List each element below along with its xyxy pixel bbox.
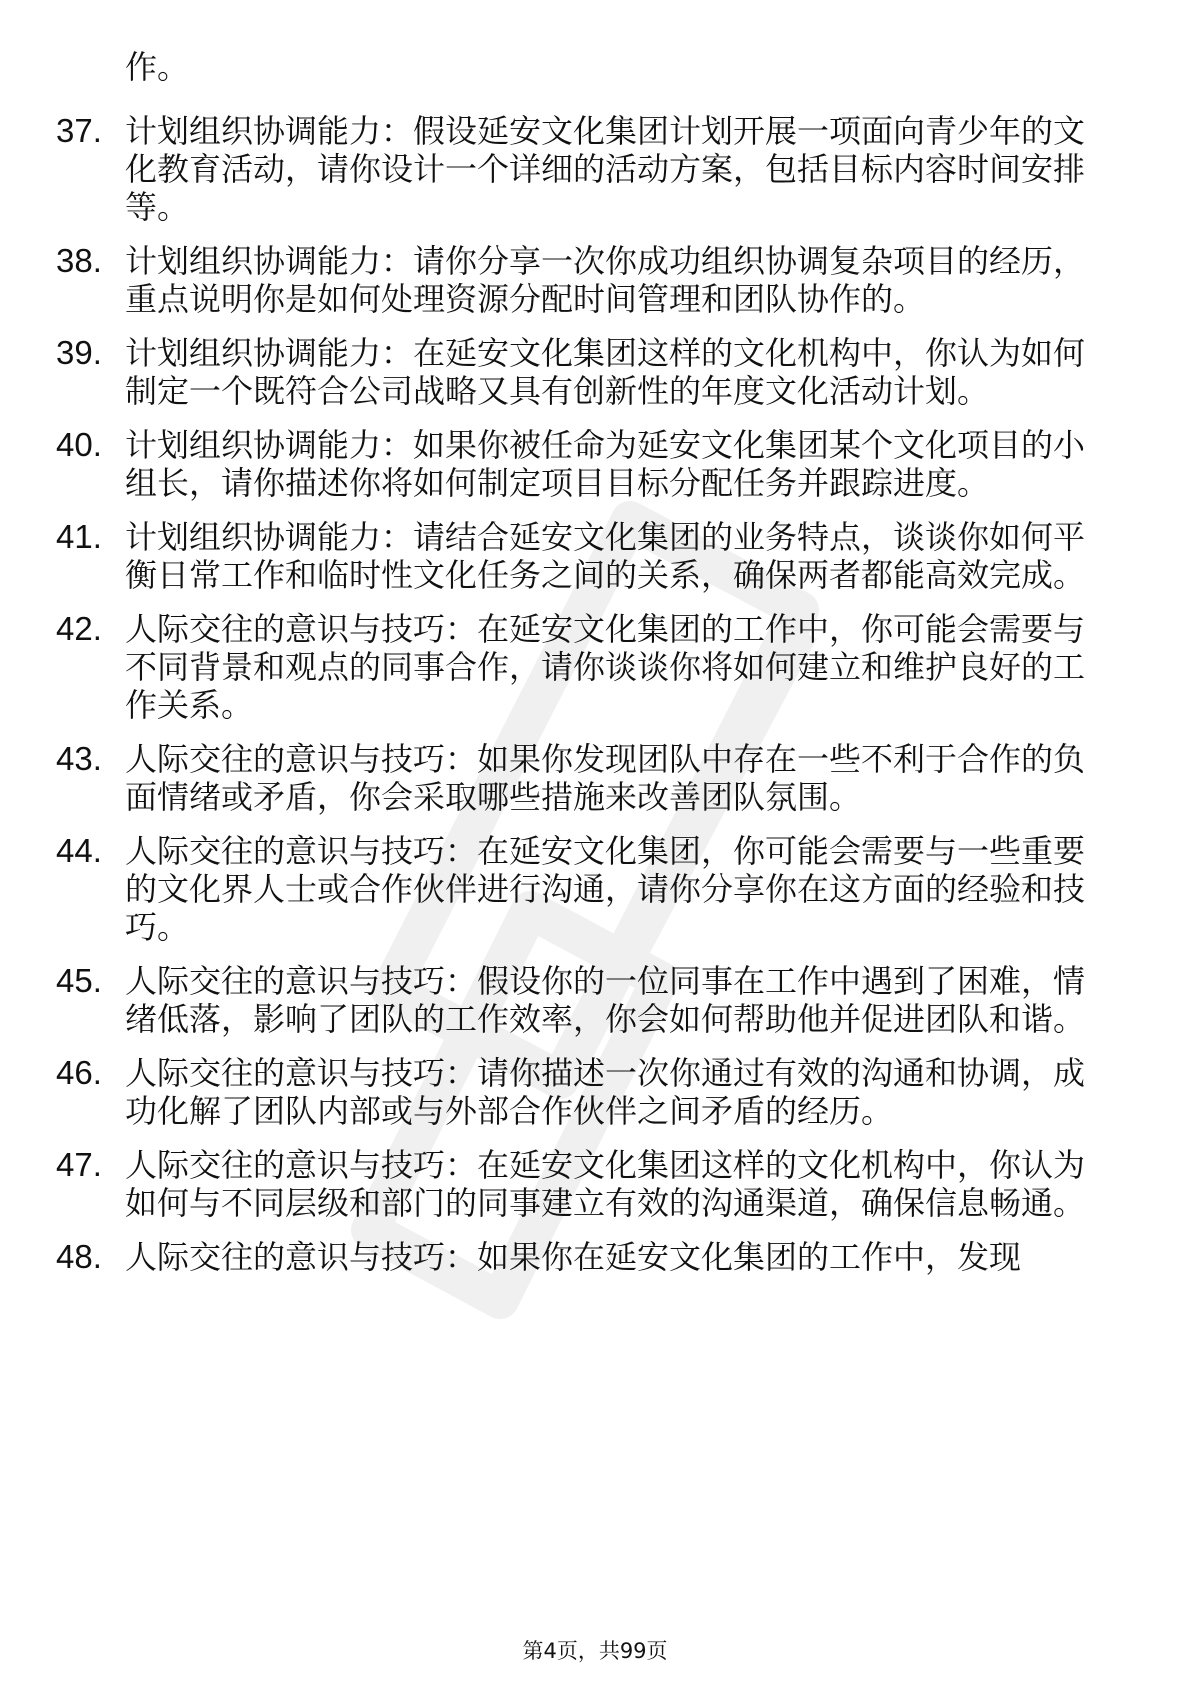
item-text: 人际交往的意识与技巧：如果你发现团队中存在一些不利于合作的负面情绪或矛盾，你会采取哪些措施来改善团队氛围。 (125, 740, 1086, 816)
item-number: 48. (56, 1238, 102, 1275)
item-number: 41. (56, 518, 102, 555)
list-item (0, 610, 1190, 724)
list-item (0, 518, 1190, 594)
list-item (0, 334, 1190, 410)
item-number: 38. (56, 242, 102, 279)
item-number: 44. (56, 832, 102, 869)
item-text: 人际交往的意识与技巧：在延安文化集团，你可能会需要与一些重要的文化界人士或合作伙伴进行沟通，请你分享你在这方面的经验和技巧。 (125, 832, 1086, 946)
item-number: 45. (56, 962, 102, 999)
item-number: 39. (56, 334, 102, 371)
list-item (0, 962, 1190, 1038)
item-text: 人际交往的意识与技巧：假设你的一位同事在工作中遇到了困难，情绪低落，影响了团队的工作效率，你会如何帮助他并促进团队和谐。 (125, 962, 1086, 1038)
list-item (0, 1146, 1190, 1222)
item-text: 人际交往的意识与技巧：在延安文化集团的工作中，你可能会需要与不同背景和观点的同事合作，请你谈谈你将如何建立和维护良好的工作关系。 (125, 610, 1086, 724)
list-item (0, 1054, 1190, 1130)
question-list (0, 112, 1190, 1292)
item-text: 计划组织协调能力：在延安文化集团这样的文化机构中，你认为如何制定一个既符合公司战略又具有创新性的年度文化活动计划。 (125, 334, 1086, 410)
item-number: 42. (56, 610, 102, 647)
item-text: 计划组织协调能力：如果你被任命为延安文化集团某个文化项目的小组长，请你描述你将如何制定项目目标分配任务并跟踪进度。 (125, 426, 1086, 502)
item-text: 计划组织协调能力：假设延安文化集团计划开展一项面向青少年的文化教育活动，请你设计一个详细的活动方案，包括目标内容时间安排等。 (125, 112, 1086, 226)
item-text: 人际交往的意识与技巧：如果你在延安文化集团的工作中，发现 (125, 1238, 1022, 1276)
item-text: 人际交往的意识与技巧：请你描述一次你通过有效的沟通和协调，成功化解了团队内部或与外部合作伙伴之间矛盾的经历。 (125, 1054, 1086, 1130)
list-item (0, 426, 1190, 502)
list-item (0, 242, 1190, 318)
list-item (0, 832, 1190, 946)
item-number: 47. (56, 1146, 102, 1183)
item-number: 37. (56, 112, 102, 149)
page-footer: 第4页，共99页 (522, 1639, 668, 1663)
item-number: 40. (56, 426, 102, 463)
item-text: 计划组织协调能力：请结合延安文化集团的业务特点，谈谈你如何平衡日常工作和临时性文化任务之间的关系，确保两者都能高效完成。 (125, 518, 1086, 594)
item-text: 人际交往的意识与技巧：在延安文化集团这样的文化机构中，你认为如何与不同层级和部门的同事建立有效的沟通渠道，确保信息畅通。 (125, 1146, 1086, 1222)
continued-text: 作。 (125, 48, 190, 86)
list-item (0, 112, 1190, 226)
list-item (0, 1238, 1190, 1276)
item-text: 计划组织协调能力：请你分享一次你成功组织协调复杂项目的经历，重点说明你是如何处理资源分配时间管理和团队协作的。 (125, 242, 1086, 318)
item-number: 46. (56, 1054, 102, 1091)
item-number: 43. (56, 740, 102, 777)
list-item (0, 740, 1190, 816)
